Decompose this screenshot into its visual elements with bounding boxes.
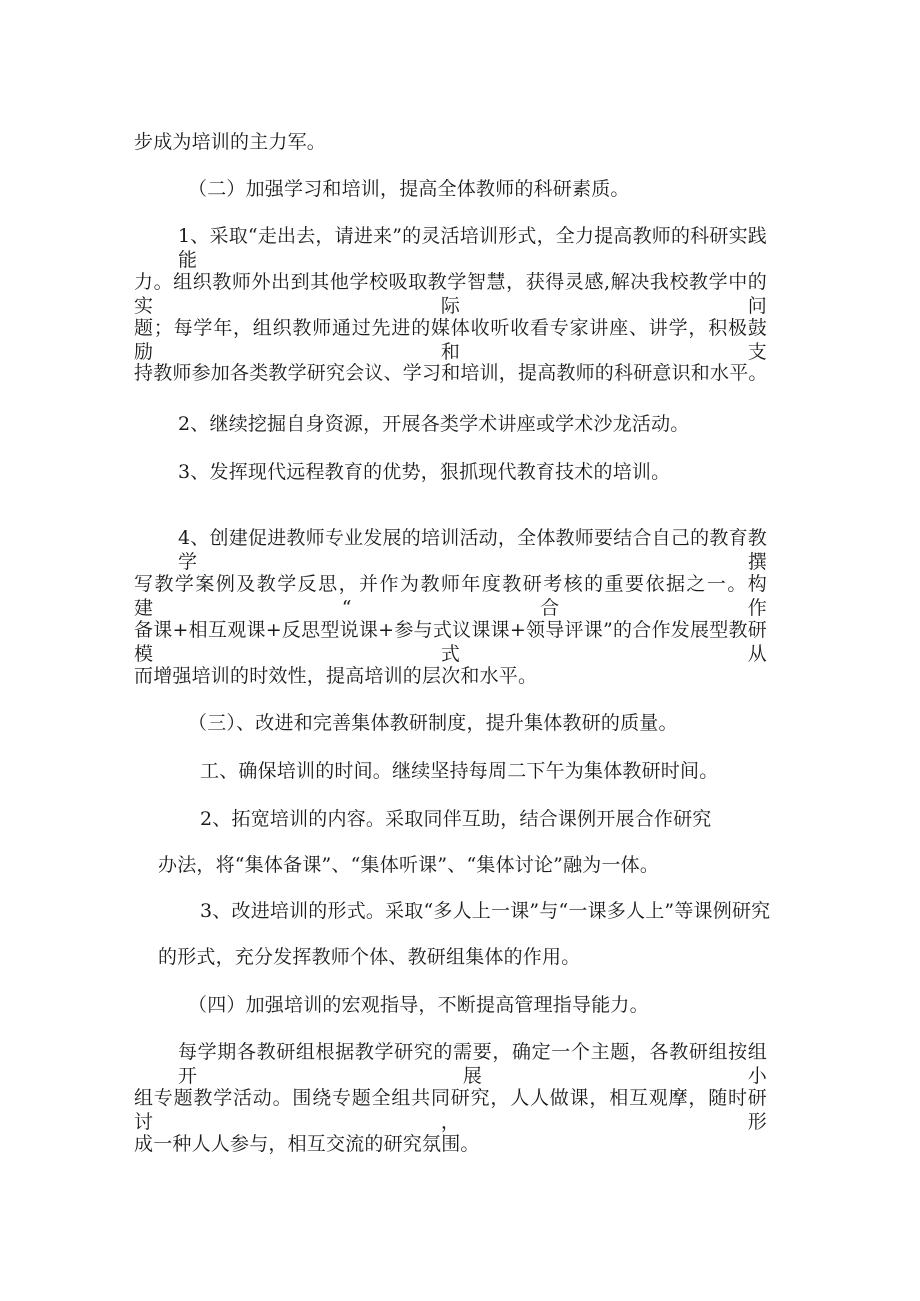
- paragraph-line: 4、创建促进教师专业发展的培训活动，全体教师要结合自己的教育教学撰: [178, 527, 767, 573]
- section-heading: （三）、改进和完善集体教研制度，提升集体教研的质量。: [188, 712, 678, 734]
- section-heading: （二）加强学习和培训，提高全体教师的科研素质。: [188, 178, 630, 200]
- paragraph-line: 办法，将“集体备课”、“集体听课”、“集体讨论”融为一体。: [158, 854, 660, 876]
- paragraph-line: 写教学案例及教学反思，并作为教师年度教研考核的重要依据之一。构建“合作: [134, 573, 767, 619]
- paragraph-line: 步成为培训的主力军。: [134, 131, 327, 153]
- paragraph-line: 组专题教学活动。围绕专题全组共同研究，人人做课，相互观摩，随时研讨，形: [134, 1087, 767, 1133]
- paragraph-line: 成一种人人参与，相互交流的研究氛围。: [134, 1133, 480, 1155]
- paragraph-line: 备课+相互观课+反思型说课+参与式议课课+领导评课”的合作发展型教研模式从: [134, 619, 767, 665]
- paragraph-line: 持教师参加各类教学研究会议、学习和培训，提高教师的科研意识和水平。: [134, 362, 768, 384]
- paragraph-line: 3、改进培训的形式。采取“多人上一课”与“一课多人上”等课例研究: [200, 900, 771, 922]
- paragraph-line: 力。组织教师外出到其他学校吸取教学智慧，获得灵感,解决我校教学中的实际问: [134, 271, 767, 317]
- paragraph-line: 每学期各教研组根据教学研究的需要，确定一个主题，各教研组按组开展小: [178, 1041, 767, 1087]
- paragraph-line: 的形式，充分发挥教师个体、教研组集体的作用。: [158, 946, 581, 968]
- paragraph-line: 1、采取“走出去，请进来”的灵活培训形式，全力提高教师的科研实践能: [178, 225, 767, 271]
- paragraph-line: 3、发挥现代远程教育的优势，狠抓现代教育技术的培训。: [178, 461, 671, 483]
- section-heading: （四）加强培训的宏观指导，不断提高管理指导能力。: [188, 994, 649, 1016]
- paragraph-line: 2、继续挖掘自身资源，开展各类学术讲座或学术沙龙活动。: [178, 413, 690, 435]
- paragraph-line: 2、拓宽培训的内容。采取同伴互助，结合课例开展合作研究: [200, 808, 712, 830]
- paragraph-line: 工、确保培训的时间。继续坚持每周二下午为集体教研时间。: [200, 760, 719, 782]
- paragraph-line: 而增强培训的时效性，提高培训的层次和水平。: [134, 665, 538, 687]
- paragraph-line: 题；每学年，组织教师通过先进的媒体收听收看专家讲座、讲学，积极鼓励和支: [134, 317, 767, 363]
